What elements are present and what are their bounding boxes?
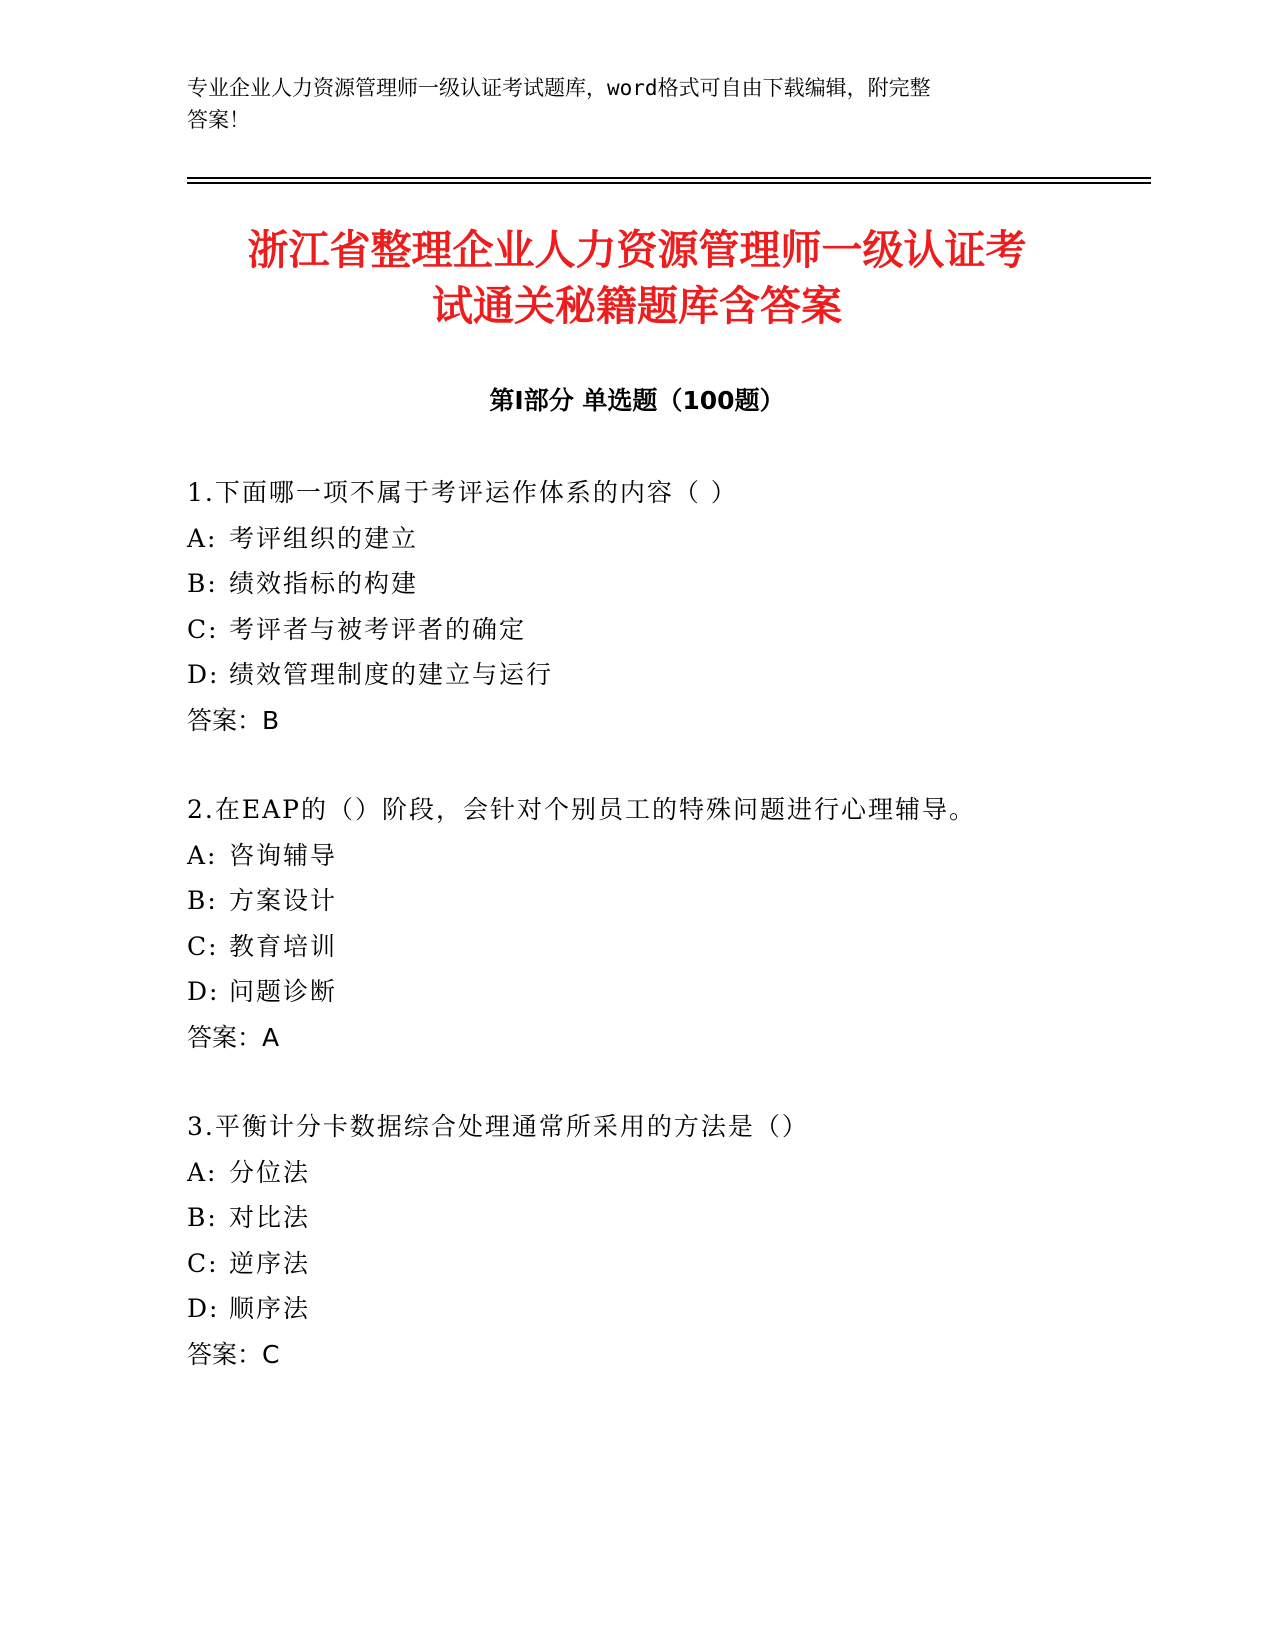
document-title xyxy=(187,222,1087,334)
option-letter: B: xyxy=(187,569,218,598)
option-text: 绩效指标的构建 xyxy=(229,569,419,598)
option-a xyxy=(187,516,1151,562)
option-c xyxy=(187,607,1151,653)
option-c xyxy=(187,1241,1151,1287)
question-stem: 3.平衡计分卡数据综合处理通常所采用的方法是（） xyxy=(187,1112,809,1141)
option-letter: C: xyxy=(187,614,219,644)
answer: 答案：B xyxy=(187,705,280,735)
option-text: 顺序法 xyxy=(229,1294,311,1323)
option-b xyxy=(187,561,1151,607)
option-letter: D: xyxy=(187,1294,220,1323)
option-text: 逆序法 xyxy=(229,1248,311,1278)
option-text: 咨询辅导 xyxy=(229,840,338,870)
option-text: 绩效管理制度的建立与运行 xyxy=(229,660,554,689)
header-divider-top xyxy=(187,177,1151,179)
document-title-line-2: 试通关秘籍题库含答案 xyxy=(432,282,842,330)
option-letter: D: xyxy=(187,660,220,689)
section-heading: 第Ⅰ部分 单选题（100题） xyxy=(489,386,785,415)
option-text: 教育培训 xyxy=(229,931,338,961)
header-note xyxy=(187,72,1067,136)
header-note-line-1: 专业企业人力资源管理师一级认证考试题库，word格式可自由下载编辑，附完整 xyxy=(187,76,931,100)
option-letter: D: xyxy=(187,977,220,1006)
option-letter: C: xyxy=(187,1248,219,1278)
option-text: 分位法 xyxy=(229,1157,311,1187)
question-2 xyxy=(187,787,1151,1060)
question-stem: 2.在EAP的（）阶段，会针对个别员工的特殊问题进行心理辅导。 xyxy=(187,795,976,824)
question-list xyxy=(187,470,1151,1421)
option-a xyxy=(187,833,1151,879)
option-text: 问题诊断 xyxy=(229,977,338,1006)
option-text: 对比法 xyxy=(229,1203,311,1232)
option-letter: B: xyxy=(187,886,218,915)
option-text: 方案设计 xyxy=(229,886,338,915)
option-c xyxy=(187,924,1151,970)
option-text: 考评组织的建立 xyxy=(229,523,419,553)
option-letter: A: xyxy=(187,1157,218,1187)
header-divider-bottom xyxy=(187,182,1151,184)
option-text: 考评者与被考评者的确定 xyxy=(229,614,527,644)
option-b xyxy=(187,878,1151,924)
question-stem: 1.下面哪一项不属于考评运作体系的内容（ ） xyxy=(187,478,738,507)
question-3 xyxy=(187,1104,1151,1377)
option-letter: A: xyxy=(187,523,218,553)
question-1 xyxy=(187,470,1151,743)
answer: 答案：C xyxy=(187,1339,280,1369)
option-letter: C: xyxy=(187,931,219,961)
option-a xyxy=(187,1150,1151,1196)
option-d xyxy=(187,652,1151,698)
option-d xyxy=(187,969,1151,1015)
option-letter: B: xyxy=(187,1203,218,1232)
document-title-line-1: 浙江省整理企业人力资源管理师一级认证考 xyxy=(247,226,1027,274)
option-letter: A: xyxy=(187,840,218,870)
header-note-line-2: 答案！ xyxy=(187,108,250,132)
option-d xyxy=(187,1286,1151,1332)
answer: 答案：A xyxy=(187,1022,280,1052)
option-b xyxy=(187,1195,1151,1241)
